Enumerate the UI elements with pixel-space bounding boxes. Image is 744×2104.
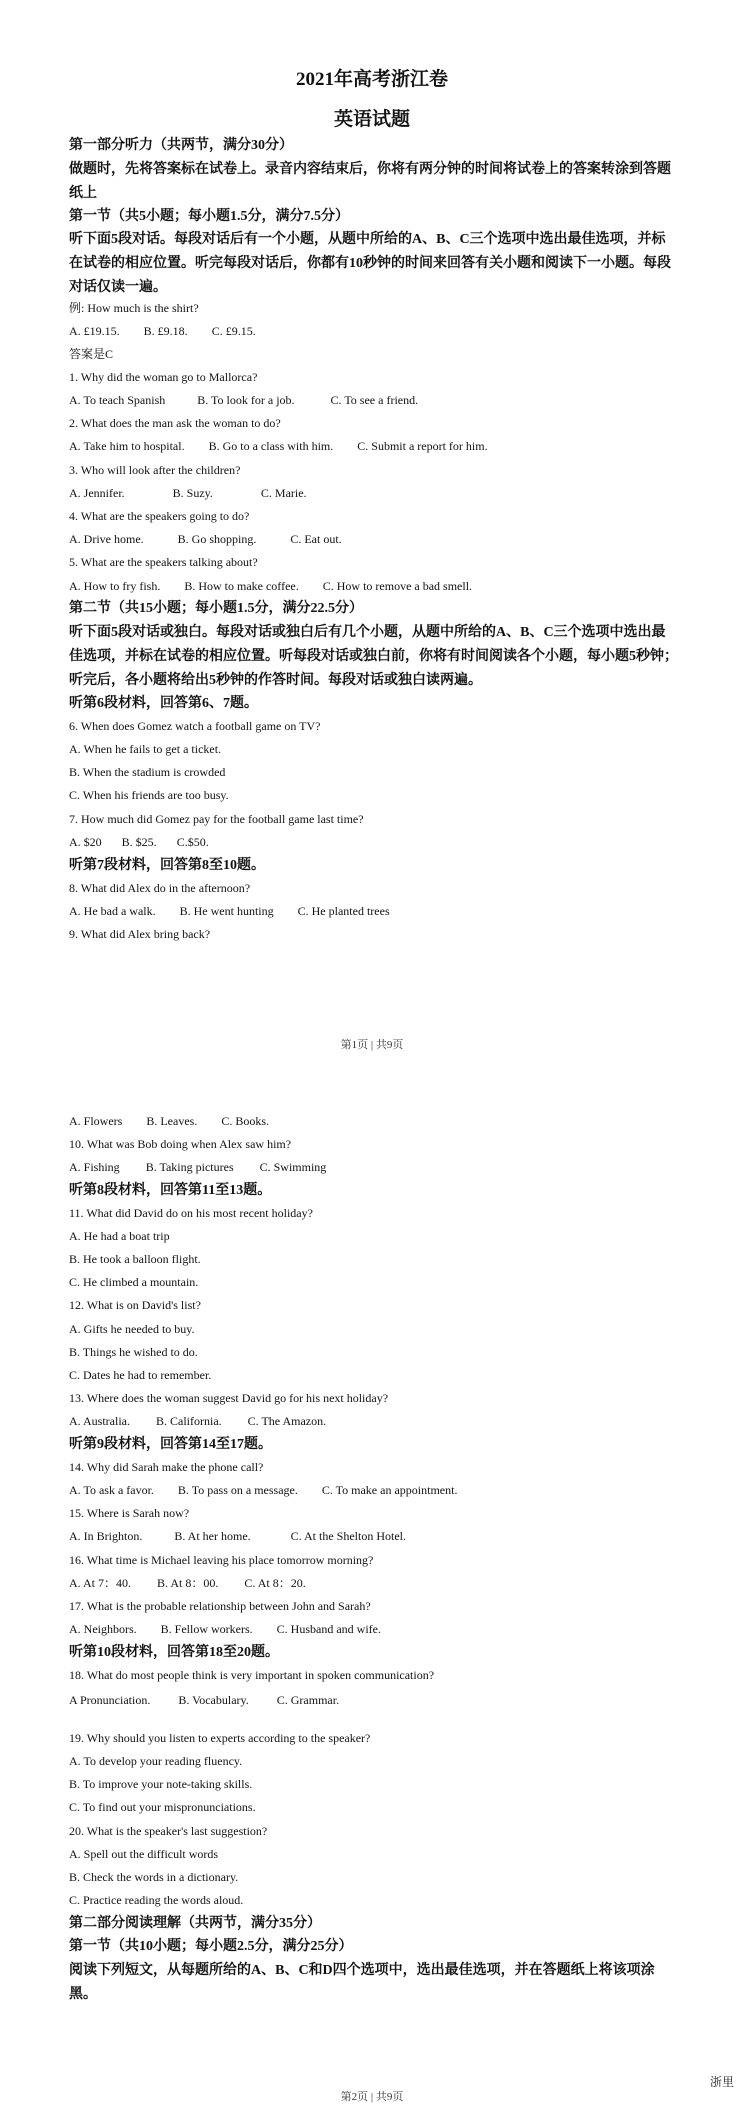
question-11-option-c: C. He climbed a mountain.	[69, 1275, 199, 1289]
option: B. Leaves.	[146, 1114, 198, 1128]
option: A. To teach Spanish	[69, 393, 166, 407]
question-12-option-c: C. Dates he had to remember.	[69, 1368, 212, 1382]
question-6-option-c: C. When his friends are too busy.	[69, 788, 229, 802]
question-4-options	[69, 531, 679, 548]
page-2	[0, 1090, 744, 2104]
option: C. He planted trees	[297, 904, 390, 918]
question-9-options	[69, 1113, 679, 1130]
question-9: 9. What did Alex bring back?	[69, 927, 211, 941]
question-13: 13. Where does the woman suggest David go for his next holiday?	[69, 1391, 389, 1405]
question-6-option-b: B. When the stadium is crowded	[69, 765, 226, 779]
question-19-option-c: C. To find out your mispronunciations.	[69, 1800, 256, 1814]
question-16: 16. What time is Michael leaving his place tomorrow morning?	[69, 1553, 374, 1567]
option: C. At 8：20.	[244, 1576, 306, 1590]
section1-instruction: 听下面5段对话。每段对话后有一个小题，从题中所给的A、B、C三个选项中选出最佳选项，并标在试卷的相应位置。听完每段对话后，你都有10秒钟的时间来回答有关小题和阅读下一小题。每段对话仅读一遍。	[69, 232, 671, 295]
question-5-options	[69, 578, 679, 595]
part1-instruction: 做题时，先将答案标在试卷上。录音内容结束后，你将有两分钟的时间将试卷上的答案转涂到答题纸上	[69, 162, 671, 201]
part2-section1-instruction: 阅读下列短文，从每题所给的A、B、C和D四个选项中，选出最佳选项，并在答题纸上将该项涂黑。	[69, 1963, 655, 2002]
page-footer: 第1页 | 共9页	[340, 1039, 404, 1051]
question-19: 19. Why should you listen to experts according to the speaker?	[69, 1731, 371, 1745]
option: A. Drive home.	[69, 532, 144, 546]
material-10-heading: 听第10段材料，回答第18至20题。	[69, 1645, 279, 1660]
option: C. Marie.	[260, 486, 307, 500]
option: A. Neighbors.	[69, 1622, 137, 1636]
option: C. The Amazon.	[247, 1414, 327, 1428]
section2-instruction: 听下面5段对话或独白。每段对话或独白后有几个小题，从题中所给的A、B、C三个选项中选出最佳选项，并标在试卷的相应位置。听每段对话或独白前，你将有时间阅读各个小题，每小题5秒钟；听完后，各小题将给出5秒钟的作答时间。每段对话或独白读两遍。	[69, 625, 678, 688]
section1-heading: 第一节（共5小题；每小题1.5分，满分7.5分）	[69, 209, 349, 224]
option: A. Flowers	[69, 1114, 123, 1128]
option: B. California.	[156, 1414, 222, 1428]
option: C. At the Shelton Hotel.	[290, 1529, 407, 1543]
exam-subtitle: 英语试题	[333, 109, 410, 130]
question-12-option-a: A. Gifts he needed to buy.	[69, 1322, 195, 1336]
part2-heading: 第二部分阅读理解（共两节，满分35分）	[69, 1916, 321, 1931]
option: C. Books.	[221, 1114, 270, 1128]
option: C. £9.15.	[211, 324, 256, 338]
option: B. £9.18.	[143, 324, 188, 338]
option: C. Swimming	[259, 1160, 327, 1174]
option: A. In Brighton.	[69, 1529, 143, 1543]
option: B. Fellow workers.	[160, 1622, 253, 1636]
option: C.$50.	[176, 835, 209, 849]
option: C. Husband and wife.	[276, 1622, 381, 1636]
section2-heading: 第二节（共15小题；每小题1.5分，满分22.5分）	[69, 601, 363, 616]
option: A. Australia.	[69, 1414, 130, 1428]
exam-title: 2021年高考浙江卷	[295, 69, 448, 90]
question-5: 5. What are the speakers talking about?	[69, 555, 258, 569]
option: B. To look for a job.	[197, 393, 295, 407]
question-2-options	[69, 438, 679, 455]
option: C. Eat out.	[290, 532, 342, 546]
question-8-options	[69, 903, 679, 920]
page-footer: 第2页 | 共9页	[340, 2091, 404, 2103]
question-18-options	[69, 1692, 679, 1709]
option: A. Take him to hospital.	[69, 439, 185, 453]
option: A. Fishing	[69, 1160, 120, 1174]
question-19-option-a: A. To develop your reading fluency.	[69, 1754, 243, 1768]
question-10: 10. What was Bob doing when Alex saw him?	[69, 1137, 292, 1151]
question-14: 14. Why did Sarah make the phone call?	[69, 1460, 264, 1474]
option: B. At her home.	[174, 1529, 251, 1543]
example-options	[69, 323, 679, 340]
option: A. £19.15.	[69, 324, 120, 338]
question-12-option-b: B. Things he wished to do.	[69, 1345, 198, 1359]
question-2: 2. What does the man ask the woman to do?	[69, 416, 281, 430]
option: C. Grammar.	[276, 1693, 340, 1707]
option: B. How to make coffee.	[184, 579, 299, 593]
material-8-heading: 听第8段材料，回答第11至13题。	[69, 1183, 272, 1198]
option: A. $20	[69, 835, 102, 849]
question-20-option-a: A. Spell out the difficult words	[69, 1847, 219, 1861]
option: A. At 7：40.	[69, 1576, 132, 1590]
option: A. Jennifer.	[69, 486, 125, 500]
option: A. He bad a walk.	[69, 904, 156, 918]
question-20: 20. What is the speaker's last suggestion?	[69, 1824, 268, 1838]
option: C. How to remove a bad smell.	[322, 579, 473, 593]
option: B. He went hunting	[179, 904, 274, 918]
question-8: 8. What did Alex do in the afternoon?	[69, 881, 251, 895]
question-20-option-b: B. Check the words in a dictionary.	[69, 1870, 239, 1884]
question-10-options	[69, 1159, 679, 1176]
question-12: 12. What is on David's list?	[69, 1298, 201, 1312]
question-11-option-a: A. He had a boat trip	[69, 1229, 170, 1243]
option: C. To see a friend.	[330, 393, 419, 407]
question-1-options	[69, 392, 679, 409]
option: B. Vocabulary.	[178, 1693, 249, 1707]
option: A Pronunciation.	[69, 1693, 151, 1707]
question-3: 3. Who will look after the children?	[69, 463, 241, 477]
material-9-heading: 听第9段材料，回答第14至17题。	[69, 1437, 272, 1452]
question-7-options	[69, 834, 679, 851]
part1-heading: 第一部分听力（共两节，满分30分）	[69, 138, 293, 153]
option: B. Suzy.	[172, 486, 213, 500]
question-18: 18. What do most people think is very important in spoken communication?	[69, 1668, 435, 1682]
option: B. Go to a class with him.	[208, 439, 334, 453]
option: C. Submit a report for him.	[357, 439, 488, 453]
option: B. To pass on a message.	[177, 1483, 298, 1497]
question-13-options	[69, 1413, 679, 1430]
option: A. To ask a favor.	[69, 1483, 154, 1497]
question-14-options	[69, 1482, 679, 1499]
question-11: 11. What did David do on his most recent holiday?	[69, 1206, 313, 1220]
question-19-option-b: B. To improve your note-taking skills.	[69, 1777, 253, 1791]
question-6-option-a: A. When he fails to get a ticket.	[69, 742, 222, 756]
question-3-options	[69, 485, 679, 502]
question-17: 17. What is the probable relationship between John and Sarah?	[69, 1599, 371, 1613]
option: C. To make an appointment.	[321, 1483, 458, 1497]
option: A. How to fry fish.	[69, 579, 161, 593]
question-15: 15. Where is Sarah now?	[69, 1506, 190, 1520]
question-16-options	[69, 1575, 679, 1592]
question-1: 1. Why did the woman go to Mallorca?	[69, 370, 258, 384]
part2-section1-heading: 第一节（共10小题；每小题2.5分，满分25分）	[69, 1939, 353, 1954]
example-question: 例: How much is the shirt?	[69, 301, 199, 315]
example-answer: 答案是C	[69, 347, 114, 361]
material-6-heading: 听第6段材料，回答第6、7题。	[69, 696, 258, 711]
material-7-heading: 听第7段材料，回答第8至10题。	[69, 858, 265, 873]
option: B. Go shopping.	[177, 532, 257, 546]
question-11-option-b: B. He took a balloon flight.	[69, 1252, 201, 1266]
option: B. Taking pictures	[145, 1160, 234, 1174]
question-6: 6. When does Gomez watch a football game on TV?	[69, 719, 321, 733]
option: B. $25.	[121, 835, 157, 849]
option: B. At 8：00.	[157, 1576, 219, 1590]
watermark-text: 浙里	[709, 2075, 734, 2089]
question-20-option-c: C. Practice reading the words aloud.	[69, 1893, 244, 1907]
question-17-options	[69, 1621, 679, 1638]
question-15-options	[69, 1528, 679, 1545]
question-4: 4. What are the speakers going to do?	[69, 509, 250, 523]
question-7: 7. How much did Gomez pay for the football game last time?	[69, 812, 364, 826]
